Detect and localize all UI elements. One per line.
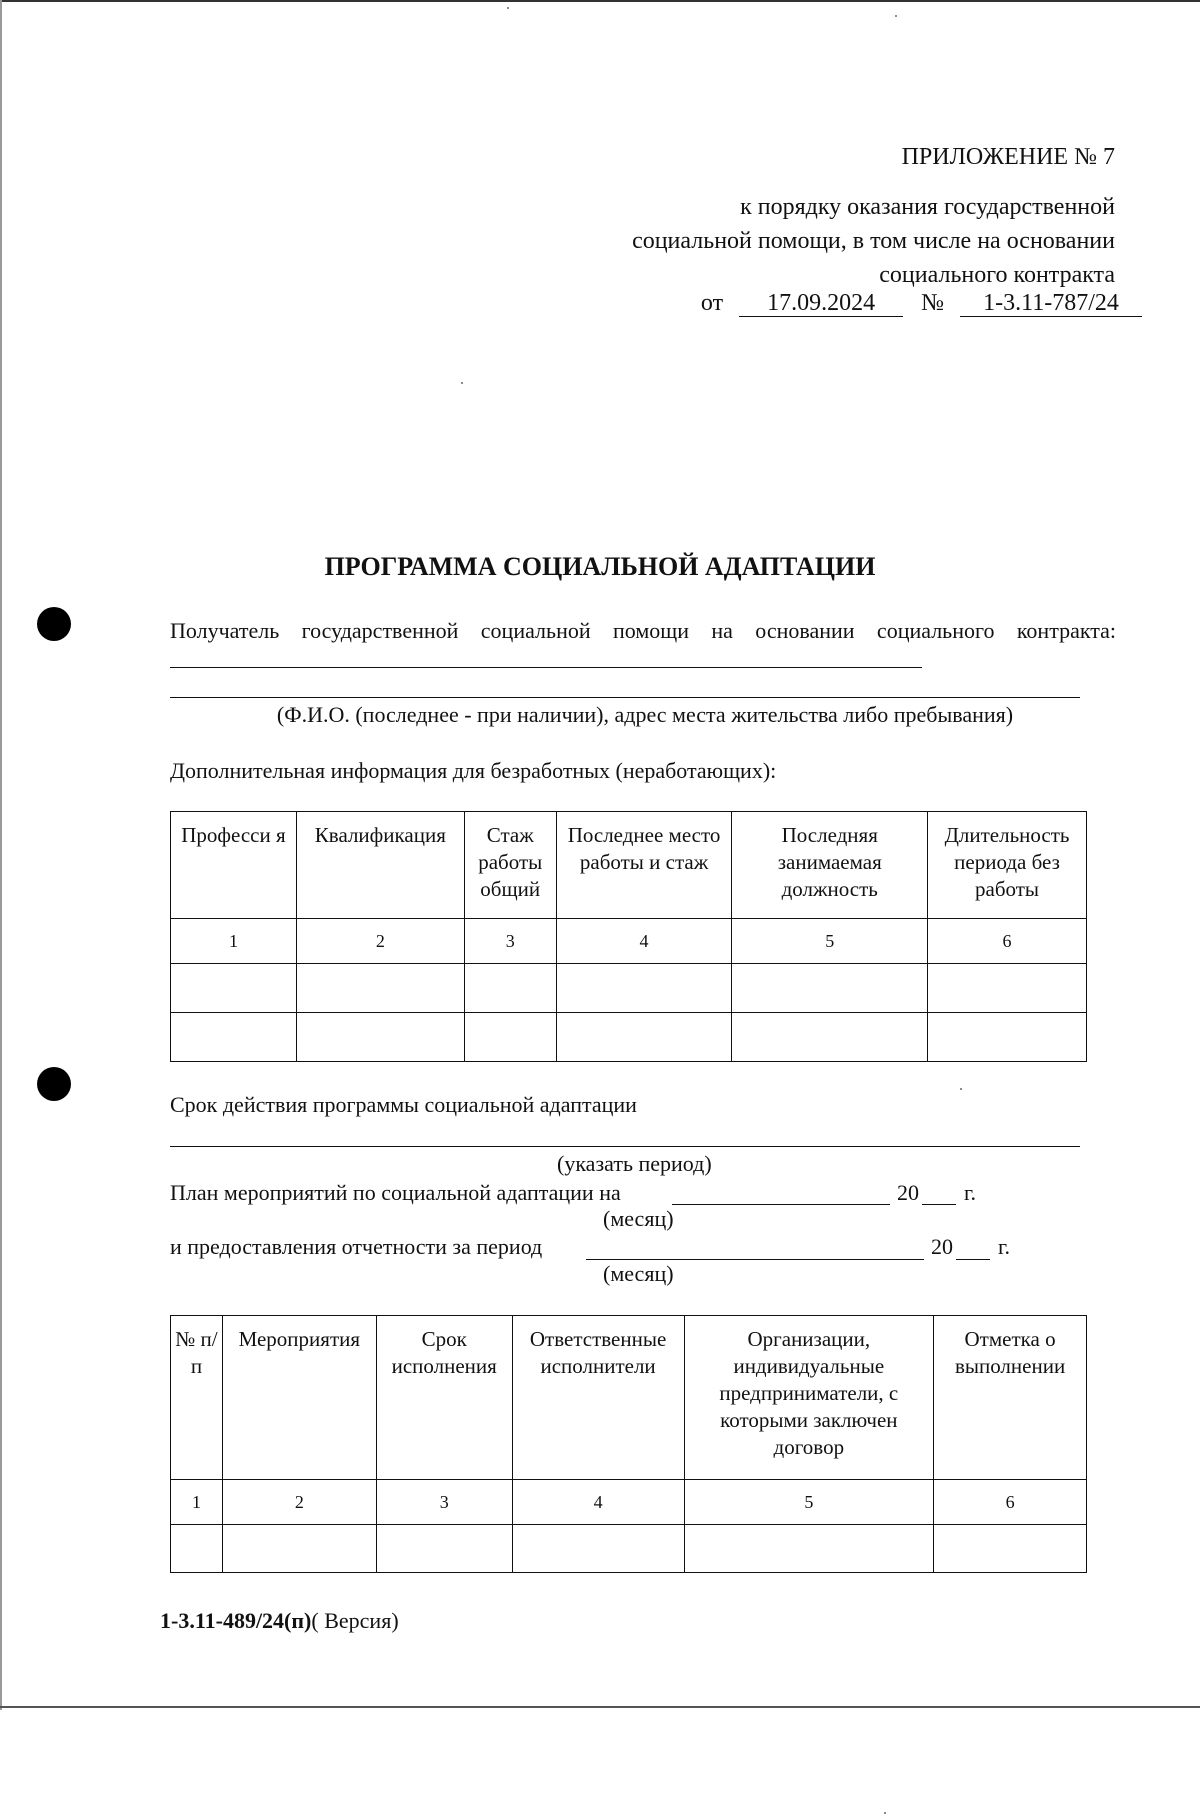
column-number: 2	[296, 919, 464, 964]
report-month-hint: (месяц)	[603, 1261, 674, 1286]
scan-edge-bottom	[0, 1706, 1200, 1708]
table-cell	[171, 1013, 297, 1062]
order-line: социального контракта	[879, 262, 1115, 288]
footer-version: ( Версия)	[311, 1608, 399, 1633]
table-header-row	[171, 812, 1087, 919]
header-qualification: Квалификация	[296, 812, 464, 919]
plan-label: План мероприятий по социальной адаптации на	[170, 1180, 621, 1205]
table-cell	[171, 1525, 223, 1573]
table-cell	[732, 964, 928, 1013]
table-cell	[296, 1013, 464, 1062]
column-number: 3	[464, 919, 556, 964]
header-last-position: Последняя занимаемая должность	[732, 812, 928, 919]
header-activities: Мероприятия	[222, 1316, 376, 1480]
recipient-hint: (Ф.И.О. (последнее - при наличии), адрес места жительства либо пребывания)	[276, 702, 1014, 727]
header-completion-mark: Отметка о выполнении	[934, 1316, 1087, 1480]
table-cell	[171, 964, 297, 1013]
column-number: 1	[171, 1480, 223, 1525]
table-cell	[928, 1013, 1087, 1062]
table-cell	[296, 964, 464, 1013]
scan-speck	[895, 15, 897, 17]
column-number: 5	[684, 1480, 934, 1525]
header-item-number: № п/п	[171, 1316, 223, 1480]
report-year-suffix: г.	[998, 1234, 1011, 1259]
additional-info-label: Дополнительная информация для безработных (неработающих):	[170, 758, 777, 783]
number-label: №	[921, 290, 944, 316]
table-cell	[556, 964, 732, 1013]
header-profession: Професси я	[171, 812, 297, 919]
report-year-prefix: 20	[931, 1234, 953, 1259]
table-cell	[928, 964, 1087, 1013]
table-row	[171, 1013, 1087, 1062]
document-footer	[160, 1608, 399, 1634]
appendix-label: ПРИЛОЖЕНИЕ № 7	[901, 144, 1115, 170]
scan-edge-left	[0, 0, 2, 1710]
order-number: 1-3.11-787/24	[960, 290, 1142, 317]
document-title: ПРОГРАММА СОЦИАЛЬНОЙ АДАПТАЦИИ	[324, 552, 876, 581]
activities-table	[170, 1315, 1087, 1573]
header-unemployment-duration: Длительность периода без работы	[928, 812, 1087, 919]
table-row	[171, 964, 1087, 1013]
table-header-row	[171, 1316, 1087, 1480]
table-cell	[464, 964, 556, 1013]
report-label: и предоставления отчетности за период	[170, 1234, 543, 1259]
order-line: к порядку оказания государственной	[740, 194, 1115, 220]
plan-month-hint: (месяц)	[603, 1206, 674, 1231]
punch-hole-top	[37, 607, 71, 641]
table-cell	[464, 1013, 556, 1062]
table-row	[171, 1525, 1087, 1573]
plan-year-prefix: 20	[897, 1180, 919, 1205]
header-responsible: Ответственные исполнители	[512, 1316, 684, 1480]
table-cell	[222, 1525, 376, 1573]
table-cell	[732, 1013, 928, 1062]
column-number-row	[171, 919, 1087, 964]
plan-year-suffix: г.	[964, 1180, 977, 1205]
column-number: 3	[376, 1480, 512, 1525]
table-cell	[934, 1525, 1087, 1573]
recipient-label: Получатель государственной социальной помощи на основании социального контракта:	[170, 618, 1116, 643]
column-number: 4	[556, 919, 732, 964]
table-cell	[512, 1525, 684, 1573]
column-number: 2	[222, 1480, 376, 1525]
scan-speck	[960, 1088, 962, 1090]
program-term-label: Срок действия программы социальной адаптации	[170, 1092, 637, 1117]
column-number: 4	[512, 1480, 684, 1525]
recipient-address-line	[170, 697, 1080, 698]
report-year-line	[956, 1259, 990, 1260]
header-last-workplace: Последнее место работы и стаж	[556, 812, 732, 919]
header-experience: Стаж работы общий	[464, 812, 556, 919]
unemployed-info-table	[170, 811, 1087, 1062]
order-reference-text	[495, 190, 1115, 292]
header-organizations: Организации, индивидуальные предприниматели, с которыми заключен договор	[684, 1316, 934, 1480]
scan-speck	[507, 7, 509, 9]
column-number: 1	[171, 919, 297, 964]
table-cell	[684, 1525, 934, 1573]
order-date: 17.09.2024	[739, 290, 903, 317]
program-term-hint: (указать период)	[557, 1151, 712, 1176]
report-period-line	[586, 1259, 924, 1260]
column-number: 6	[928, 919, 1087, 964]
scan-speck	[461, 382, 463, 384]
order-date-number	[701, 290, 1142, 317]
plan-month-line	[672, 1204, 890, 1205]
order-line: социальной помощи, в том числе на основании	[632, 228, 1115, 254]
plan-year-line	[922, 1204, 956, 1205]
scan-edge-top	[0, 0, 1200, 2]
table-cell	[376, 1525, 512, 1573]
footer-code: 1-3.11-489/24(п)	[160, 1608, 312, 1633]
header-deadline: Срок исполнения	[376, 1316, 512, 1480]
column-number: 5	[732, 919, 928, 964]
recipient-name-line	[170, 667, 922, 668]
table-cell	[556, 1013, 732, 1062]
column-number-row	[171, 1480, 1087, 1525]
program-term-line	[170, 1146, 1080, 1147]
column-number: 6	[934, 1480, 1087, 1525]
punch-hole-bottom	[37, 1067, 71, 1101]
from-label: от	[700, 290, 724, 316]
